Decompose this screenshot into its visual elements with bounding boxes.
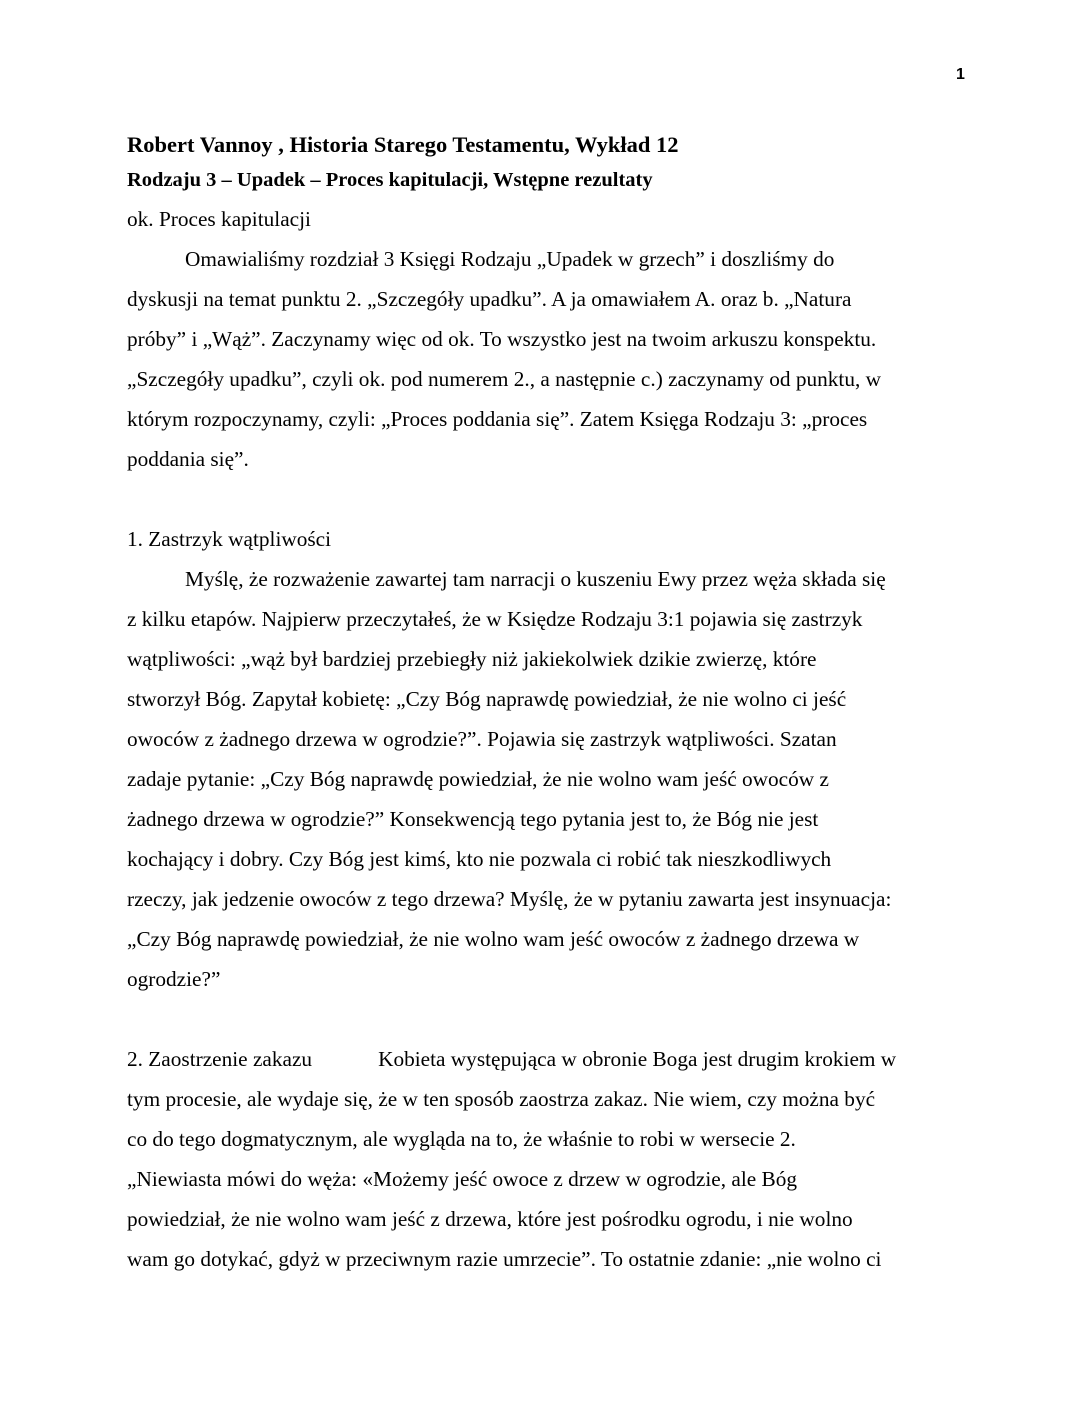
section-1-paragraph <box>127 559 967 999</box>
section-2-paragraph <box>127 1039 967 1279</box>
paragraph-line: kochający i dobry. Czy Bóg jest kimś, kto nie pozwala ci robić tak nieszkodliwych <box>127 847 832 871</box>
paragraph-line: co do tego dogmatycznym, ale wygląda na to, że właśnie to robi w wersecie 2. <box>127 1127 796 1151</box>
spacer <box>127 479 967 519</box>
paragraph-line: tym procesie, ale wydaje się, że w ten sposób zaostrza zakaz. Nie wiem, czy można być <box>127 1087 876 1111</box>
paragraph-line: zadaje pytanie: „Czy Bóg naprawdę powiedział, że nie wolno wam jeść owoców z <box>127 767 829 791</box>
document-subtitle: Rodzaju 3 – Upadek – Proces kapitulacji, Wstępne rezultaty <box>127 169 653 191</box>
document-title: Robert Vannoy , Historia Starego Testamentu, Wykład 12 <box>127 132 679 157</box>
paragraph-line: stworzył Bóg. Zapytał kobietę: „Czy Bóg naprawdę powiedział, że nie wolno ci jeść <box>127 687 847 711</box>
spacer <box>127 999 967 1039</box>
paragraph-line <box>127 1039 967 1079</box>
paragraph-line: dyskusji na temat punktu 2. „Szczegóły upadku”. A ja omawiałem A. oraz b. „Natura <box>127 287 852 311</box>
paragraph-line: wątpliwości: „wąż był bardziej przebiegły niż jakiekolwiek dzikie zwierzę, które <box>127 647 817 671</box>
paragraph-line: z kilku etapów. Najpierw przeczytałeś, że w Księdze Rodzaju 3:1 pojawia się zastrzyk <box>127 607 863 631</box>
paragraph-line: żadnego drzewa w ogrodzie?” Konsekwencją tego pytania jest to, że Bóg nie jest <box>127 807 819 831</box>
paragraph-text: Kobieta występująca w obronie Boga jest drugim krokiem w <box>378 1047 897 1071</box>
paragraph-line: wam go dotykać, gdyż w przeciwnym razie umrzecie”. To ostatnie zdanie: „nie wolno ci <box>127 1247 882 1271</box>
paragraph-line: „Niewiasta mówi do węża: «Możemy jeść owoce z drzew w ogrodzie, ale Bóg <box>127 1167 798 1191</box>
paragraph-line: „Czy Bóg naprawdę powiedział, że nie wolno wam jeść owoców z żadnego drzewa w <box>127 927 860 951</box>
paragraph-line: Myślę, że rozważenie zawartej tam narracji o kuszeniu Ewy przez węża składa się <box>185 567 886 591</box>
paragraph-line: powiedział, że nie wolno wam jeść z drzewa, które jest pośrodku ogrodu, i nie wolno <box>127 1207 853 1231</box>
intro-paragraph <box>127 239 967 479</box>
paragraph-line: ogrodzie?” <box>127 967 221 991</box>
section-heading-2: 2. Zaostrzenie zakazu <box>127 1047 313 1071</box>
paragraph-line: „Szczegóły upadku”, czyli ok. pod numerem 2., a następnie c.) zaczynamy od punktu, w <box>127 367 882 391</box>
paragraph-line: poddania się”. <box>127 447 249 471</box>
section-label: ok. Proces kapitulacji <box>127 207 311 231</box>
paragraph-line: rzeczy, jak jedzenie owoców z tego drzewa? Myślę, że w pytaniu zawarta jest insynuacja: <box>127 887 892 911</box>
paragraph-line: którym rozpoczynamy, czyli: „Proces poddania się”. Zatem Księga Rodzaju 3: „proces <box>127 407 868 431</box>
document-body <box>127 128 967 1279</box>
paragraph-line: próby” i „Wąż”. Zaczynamy więc od ok. To wszystko jest na twoim arkuszu konspektu. <box>127 327 877 351</box>
paragraph-line: owoców z żadnego drzewa w ogrodzie?”. Pojawia się zastrzyk wątpliwości. Szatan <box>127 727 837 751</box>
paragraph-line: Omawialiśmy rozdział 3 Księgi Rodzaju „Upadek w grzech” i doszliśmy do <box>185 247 835 271</box>
page-number: 1 <box>956 66 965 83</box>
section-heading-1: 1. Zastrzyk wątpliwości <box>127 527 332 551</box>
